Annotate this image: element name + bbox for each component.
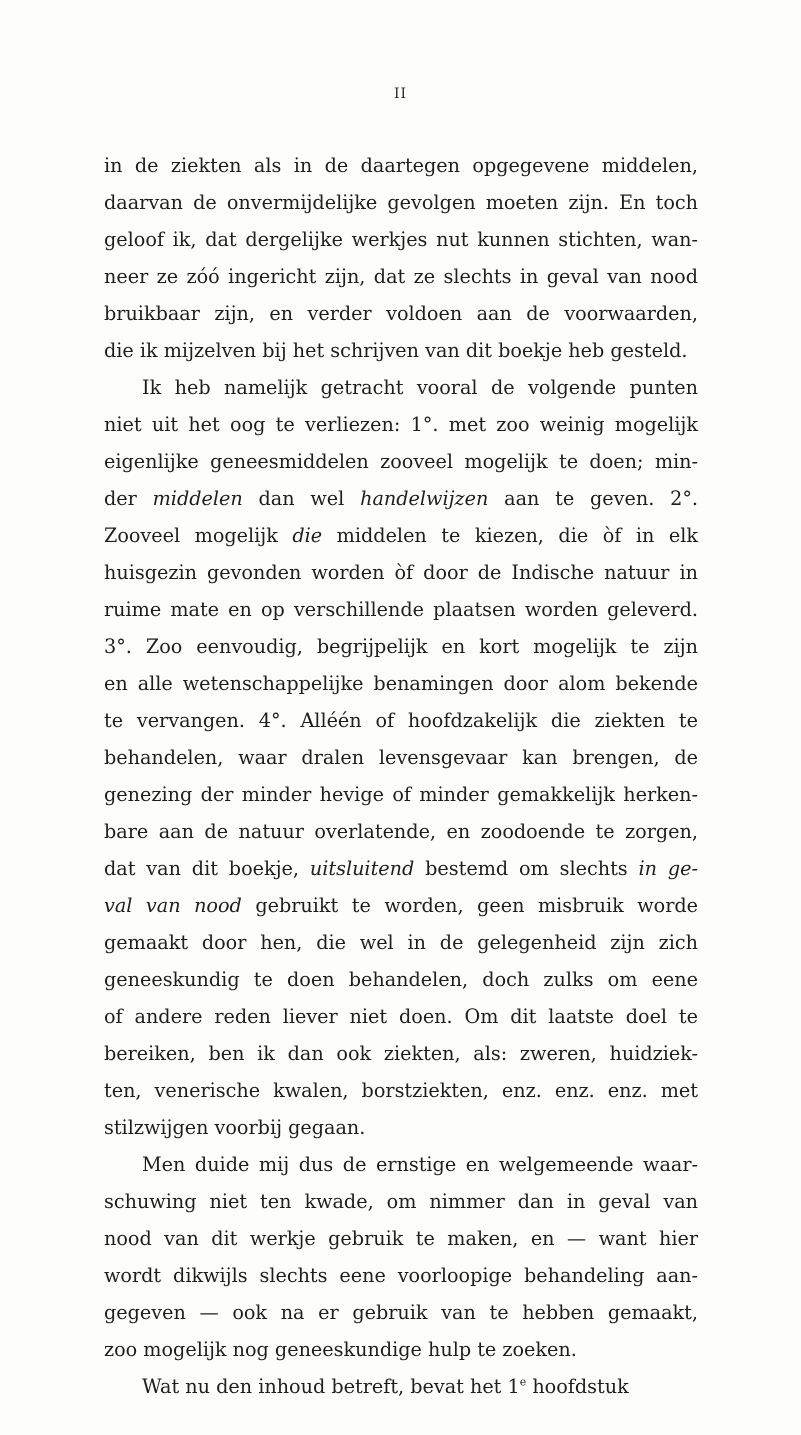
text-run: hoofdstuk <box>526 1375 629 1398</box>
text-line <box>104 628 698 665</box>
paragraph <box>104 1368 698 1405</box>
text-run: niet uit het oog te verliezen: 1°. met zoo weinig mogelijk <box>104 413 698 436</box>
text-line <box>104 295 698 332</box>
text-line <box>104 1183 698 1220</box>
text-line <box>104 221 698 258</box>
text-run: geloof ik, dat dergelijke werkjes nut kunnen stichten, wan- <box>104 228 698 251</box>
text-line <box>104 406 698 443</box>
text-run: aan te geven. 2°. <box>488 487 699 510</box>
text-run: dan wel <box>242 487 361 510</box>
text-run: genezing der minder hevige of minder gemakkelijk herken- <box>104 783 698 806</box>
text-line <box>104 850 698 887</box>
text-run: gebruikt te worden, geen misbruik worde <box>241 894 699 917</box>
text-line <box>104 961 698 998</box>
text-line <box>104 998 698 1035</box>
text-line <box>104 591 698 628</box>
text-line <box>104 1109 698 1146</box>
text-run: schuwing niet ten kwade, om nimmer dan in geval van <box>104 1190 698 1213</box>
italic-text: middelen <box>152 487 243 510</box>
text-run: huisgezin gevonden worden òf door de Indische natuur in <box>104 561 698 584</box>
text-line <box>104 369 698 406</box>
text-line <box>104 739 698 776</box>
page-number: II <box>393 86 408 102</box>
text-line <box>104 184 698 221</box>
text-run: zoo mogelijk nog geneeskundige hulp te zoeken. <box>104 1338 577 1361</box>
paragraph <box>104 369 698 1146</box>
text-line <box>104 332 698 369</box>
text-line <box>104 776 698 813</box>
text-line <box>104 813 698 850</box>
text-run: stilzwijgen voorbij gegaan. <box>104 1116 366 1139</box>
text-line <box>104 1146 698 1183</box>
text-run: te vervangen. 4°. Alléén of hoofdzakelijk die ziekten te <box>104 709 698 732</box>
text-run: bestemd om slechts <box>414 857 639 880</box>
text-line <box>104 1368 698 1405</box>
text-run: eigenlijke geneesmiddelen zooveel mogelijk te doen; min- <box>104 450 698 473</box>
text-run: of andere reden liever niet doen. Om dit laatste doel te <box>104 1005 698 1028</box>
text-run: 3°. Zoo eenvoudig, begrijpelijk en kort mogelijk te zijn <box>104 635 698 658</box>
text-line <box>104 443 698 480</box>
italic-text: handelwijzen <box>360 487 489 510</box>
text-run: nood van dit werkje gebruik te maken, en — want hier <box>104 1227 698 1250</box>
paragraph <box>104 147 698 369</box>
italic-text: uitsluitend <box>309 857 415 880</box>
italic-text: in ge- <box>638 857 698 880</box>
text-run: behandelen, waar dralen levensgevaar kan brengen, de <box>104 746 698 769</box>
text-run: neer ze zóó ingericht zijn, dat ze slechts in geval van nood <box>104 265 698 288</box>
text-run: der <box>104 487 153 510</box>
text-line <box>104 1035 698 1072</box>
text-run: middelen te kiezen, die òf in elk <box>322 524 698 547</box>
text-run: gemaakt door hen, die wel in de gelegenheid zijn zich <box>104 931 698 954</box>
text-run: gegeven — ook na er gebruik van te hebben gemaakt, <box>104 1301 698 1324</box>
text-line <box>104 1331 698 1368</box>
italic-text: die <box>292 524 323 547</box>
text-run: die ik mijzelven bij het schrijven van dit boekje heb gesteld. <box>104 339 688 362</box>
text-run: geneeskundig te doen behandelen, doch zulks om eene <box>104 968 698 991</box>
text-run: ten, venerische kwalen, borstziekten, enz. enz. enz. met <box>104 1079 698 1102</box>
body-text <box>104 147 698 1405</box>
text-line <box>104 887 698 924</box>
text-line <box>104 258 698 295</box>
text-run: in de ziekten als in de daartegen opgegevene middelen, <box>104 154 698 177</box>
text-line <box>104 1257 698 1294</box>
text-run: Ik heb namelijk getracht vooral de volgende punten <box>142 376 698 399</box>
italic-text: val van nood <box>104 894 242 917</box>
text-run: ruime mate en op verschillende plaatsen worden geleverd. <box>104 598 698 621</box>
text-run: e <box>519 1375 527 1389</box>
text-run: dat van dit boekje, <box>104 857 310 880</box>
text-run: Men duide mij dus de ernstige en welgemeende waar- <box>142 1153 698 1176</box>
text-line <box>104 554 698 591</box>
text-run: en alle wetenschappelijke benamingen door alom bekende <box>104 672 698 695</box>
text-run: daarvan de onvermijdelijke gevolgen moeten zijn. En toch <box>104 191 698 214</box>
text-run: bereiken, ben ik dan ook ziekten, als: zweren, huidziek- <box>104 1042 698 1065</box>
text-run: bruikbaar zijn, en verder voldoen aan de voorwaarden, <box>104 302 698 325</box>
text-line <box>104 665 698 702</box>
text-line <box>104 517 698 554</box>
text-line <box>104 702 698 739</box>
text-line <box>104 1072 698 1109</box>
text-run: Wat nu den inhoud betreft, bevat het 1 <box>142 1375 520 1398</box>
paragraph <box>104 1146 698 1368</box>
text-run: Zooveel mogelijk <box>104 524 293 547</box>
text-run: wordt dikwijls slechts eene voorloopige behandeling aan- <box>104 1264 698 1287</box>
text-line <box>104 1294 698 1331</box>
text-run: bare aan de natuur overlatende, en zoodoende te zorgen, <box>104 820 698 843</box>
text-line <box>104 1220 698 1257</box>
text-line <box>104 147 698 184</box>
text-line <box>104 924 698 961</box>
text-line <box>104 480 698 517</box>
